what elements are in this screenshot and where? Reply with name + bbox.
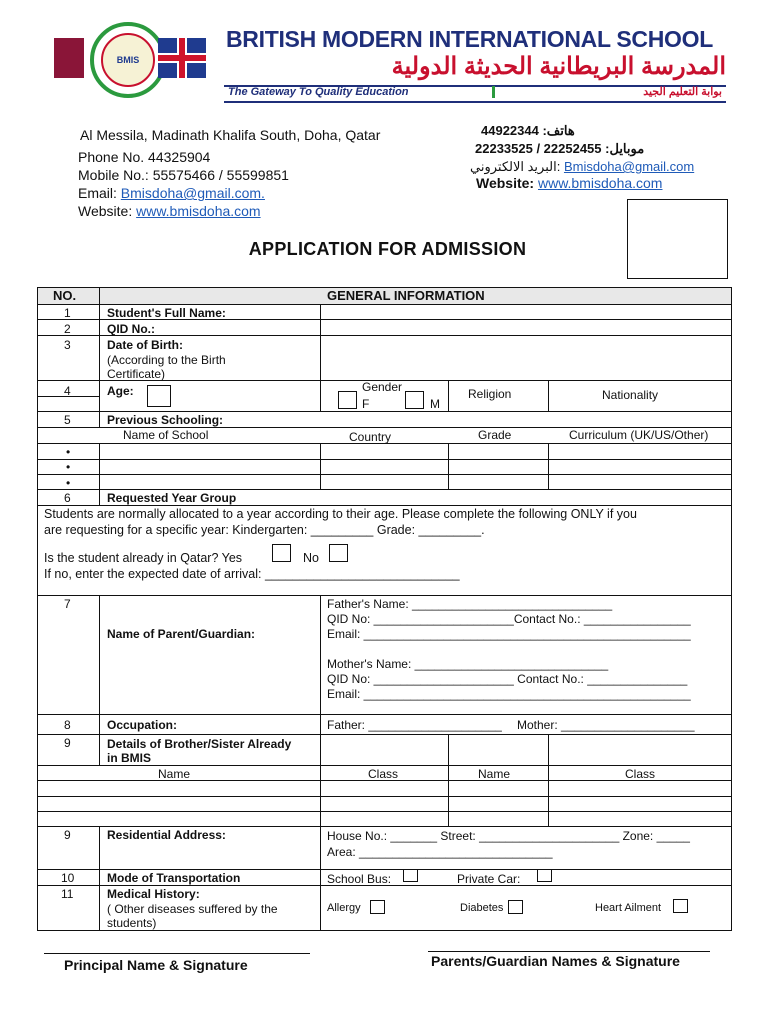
row-6-no: 6 (64, 491, 71, 505)
parent-guardian-label: Name of Parent/Guardian: (107, 627, 256, 641)
heart-ailment-checkbox[interactable] (673, 899, 688, 913)
row-2-no: 2 (64, 322, 71, 336)
mobile-label: Mobile No.: (78, 167, 149, 183)
occupation-label: Occupation: (107, 718, 178, 732)
qid-label: QID No.: (107, 322, 155, 336)
year-note-1: Students are normally allocated to a year according to their age. Please complete the following ONLY if you (44, 507, 637, 521)
age-box[interactable] (147, 385, 171, 407)
siblings-label-1: Details of Brother/Sister Already (107, 737, 292, 751)
father-qid-line[interactable]: QID No: _____________________Contact No.: ________________ (327, 612, 691, 626)
arabic-website-link[interactable]: www.bmisdoha.com (537, 175, 663, 191)
gender-label: Gender (362, 380, 403, 394)
col-general-header: GENERAL INFORMATION (327, 288, 485, 303)
crest-text: BMIS (101, 33, 155, 87)
uk-flag-icon (158, 38, 206, 78)
siblings-label-2: in BMIS (107, 751, 151, 765)
allergy-label: Allergy (327, 902, 361, 914)
row-5-no: 5 (64, 413, 71, 427)
arabic-mobile-line (475, 141, 644, 157)
private-car-checkbox[interactable] (537, 869, 552, 882)
allergy-checkbox[interactable] (370, 900, 385, 914)
sibling-name-header-1: Name (158, 767, 191, 781)
diabetes-label: Diabetes (460, 902, 504, 914)
website-link[interactable]: www.bmisdoha.com (136, 203, 261, 219)
tagline-arabic: بوابة التعليم الجيد (643, 86, 722, 98)
gender-male-checkbox[interactable] (405, 391, 424, 409)
private-car-label: Private Car: (457, 872, 521, 886)
medical-note-1: ( Other diseases suffered by the (107, 902, 278, 916)
student-name-label: Student's Full Name: (107, 306, 226, 320)
tagline: The Gateway To Quality Education (228, 86, 409, 98)
school-row-2-bullet: • (66, 460, 71, 474)
school-row-3-bullet: • (66, 476, 71, 490)
mobile-numbers: 55575466 / 55599851 (152, 167, 289, 183)
mother-email-line[interactable]: Email: _________________________________________________ (327, 687, 691, 701)
dob-note-2: Certificate) (107, 367, 166, 381)
arabic-email-link[interactable]: Bmisdoha@gmail.com (563, 159, 695, 174)
parents-signature-line[interactable] (428, 951, 710, 952)
row-8-no: 8 (64, 718, 71, 732)
area-line[interactable]: Area: _____________________________ (327, 845, 553, 859)
name-of-school-header: Name of School (123, 428, 209, 442)
row-10-no: 10 (61, 871, 75, 885)
gender-female-label: F (362, 397, 370, 411)
arabic-website-line (476, 175, 662, 191)
mother-name-line[interactable]: Mother's Name: _____________________________ (327, 657, 609, 671)
address: Al Messila, Madinath Khalifa South, Doha, Qatar (80, 127, 381, 143)
website-line (78, 203, 261, 219)
email-label: Email: (78, 185, 117, 201)
dob-label: Date of Birth: (107, 338, 183, 352)
school-bus-checkbox[interactable] (403, 869, 418, 882)
in-qatar-yes-checkbox[interactable] (272, 544, 291, 562)
religion-label: Religion (468, 387, 512, 401)
school-crest-logo (90, 22, 166, 98)
qatar-flag-icon (40, 38, 84, 78)
diabetes-checkbox[interactable] (508, 900, 523, 914)
mother-occupation-line[interactable]: Mother: ____________________ (517, 718, 695, 732)
country-header: Country (349, 430, 392, 444)
row-4-no: 4 (64, 384, 71, 398)
school-name: BRITISH MODERN INTERNATIONAL SCHOOL (226, 26, 713, 52)
father-name-line[interactable]: Father's Name: ______________________________ (327, 597, 613, 611)
student-name-field[interactable] (322, 306, 730, 319)
row-11-no: 11 (61, 887, 74, 901)
school-name-arabic: المدرسة البريطانية الحديثة الدولية (391, 53, 726, 80)
address-label: Residential Address: (107, 828, 226, 842)
transportation-label: Mode of Transportation (107, 871, 241, 885)
father-occupation-line[interactable]: Father: ____________________ (327, 718, 502, 732)
parents-signature-label: Parents/Guardian Names & Signature (431, 953, 680, 969)
year-note-2: are requesting for a specific year: Kindergarten: _________ Grade: _________. (44, 523, 485, 537)
arabic-mobile-label: موبايل: (605, 141, 645, 156)
arabic-website-label: Website: (476, 175, 535, 191)
arabic-mobile-numbers: 22233525 / 22252455 (475, 141, 602, 156)
requested-year-label: Requested Year Group (107, 491, 237, 505)
gender-male-label: M (430, 397, 440, 411)
house-street-zone-line[interactable]: House No.: _______ Street: _____________________ Zone: _____ (327, 829, 690, 843)
mother-qid-line[interactable]: QID No: _____________________ Contact No.: _______________ (327, 672, 688, 686)
sibling-name-header-2: Name (478, 767, 511, 781)
row-3-no: 3 (64, 338, 71, 352)
form-title: APPLICATION FOR ADMISSION (248, 239, 527, 259)
medical-note-2: students) (107, 916, 157, 930)
gender-female-checkbox[interactable] (338, 391, 357, 409)
tagline-divider (492, 86, 495, 98)
principal-signature-label: Principal Name & Signature (64, 957, 248, 973)
col-no-header: NO. (53, 288, 77, 303)
principal-signature-line[interactable] (44, 953, 310, 954)
in-qatar-no-checkbox[interactable] (329, 544, 348, 562)
sibling-class-header-1: Class (368, 767, 399, 781)
email-line (78, 185, 265, 201)
medical-history-label: Medical History: (107, 887, 200, 901)
previous-schooling-label: Previous Schooling: (107, 413, 224, 427)
row-9b-no: 9 (64, 828, 71, 842)
age-label: Age: (107, 384, 134, 398)
school-bus-label: School Bus: (327, 872, 392, 886)
heart-ailment-label: Heart Ailment (595, 902, 662, 914)
school-row-1-bullet: • (66, 445, 71, 459)
arrival-date-line: If no, enter the expected date of arrival: ____________________________ (44, 567, 460, 581)
arabic-phone-number: 44922344 (481, 123, 539, 138)
curriculum-header: Curriculum (UK/US/Other) (569, 428, 709, 442)
qid-field[interactable] (322, 321, 730, 334)
row-9a-no: 9 (64, 736, 71, 750)
father-email-line[interactable]: Email: _________________________________________________ (327, 627, 691, 641)
arabic-email-label: :البريد الالكتروني (470, 159, 561, 174)
in-qatar-no-label: No (303, 551, 319, 565)
website-label: Website: (78, 203, 133, 219)
in-qatar-question: Is the student already in Qatar? Yes (44, 551, 243, 565)
grade-header: Grade (478, 428, 512, 442)
phone: Phone No. 44325904 (78, 149, 211, 165)
row-1-no: 1 (64, 306, 71, 320)
mobile-line (78, 167, 289, 183)
dob-note-1: (According to the Birth (107, 353, 226, 367)
email-link[interactable]: Bmisdoha@gmail.com. (120, 185, 265, 201)
arabic-phone-line (481, 123, 575, 139)
row-7-no: 7 (64, 597, 71, 611)
arabic-email-line (470, 159, 694, 175)
dob-field[interactable] (322, 337, 730, 379)
sibling-class-header-2: Class (625, 767, 656, 781)
arabic-phone-label: هاتف: (542, 123, 575, 138)
nationality-label: Nationality (602, 388, 659, 402)
